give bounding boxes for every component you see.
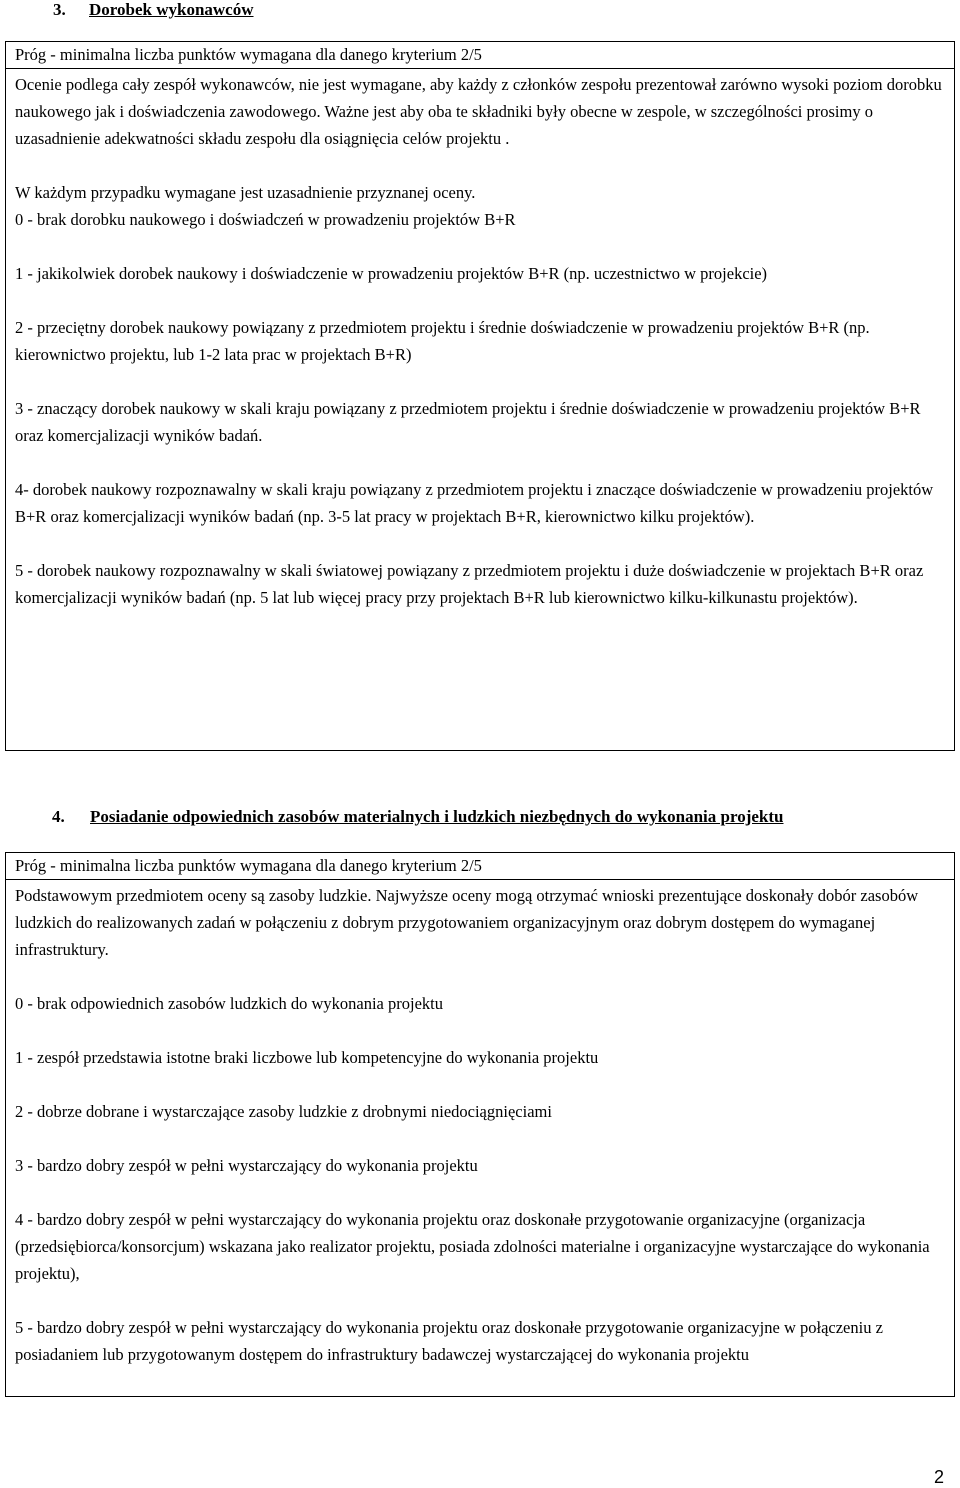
section-3-title: Dorobek wykonawców [89, 0, 254, 19]
section-4-score-2: 2 - dobrze dobrane i wystarczające zasoby ludzkie z drobnymi niedociągnięciami [15, 1102, 552, 1121]
section-4-score-5: 5 - bardzo dobry zespół w pełni wystarczający do wykonania projektu oraz doskonałe przygotowanie organizacyjne w połączeniu z posiadaniem lub przygotowanym dostępem do infrastruktury badawczej wystarczającej do wykonania projektu [15, 1318, 883, 1364]
section-3-threshold: Próg - minimalna liczba punktów wymagana dla danego kryterium 2/5 [6, 42, 954, 69]
section-3-body [6, 69, 954, 611]
section-3-score-0: 0 - brak dorobku naukowego i doświadczeń w prowadzeniu projektów B+R [15, 210, 516, 229]
section-3-score-3: 3 - znaczący dorobek naukowy w skali kraju powiązany z przedmiotem projektu i średnie doświadczenie w prowadzeniu projektów B+R oraz komercjalizacji wyników badań. [15, 399, 921, 445]
section-4-heading [52, 807, 784, 827]
section-4-score-0: 0 - brak odpowiednich zasobów ludzkich do wykonania projektu [15, 994, 443, 1013]
section-3-criteria-box [5, 41, 955, 751]
section-4-score-3: 3 - bardzo dobry zespół w pełni wystarczający do wykonania projektu [15, 1156, 478, 1175]
section-4-number: 4. [52, 807, 65, 826]
section-4-intro: Podstawowym przedmiotem oceny są zasoby ludzkie. Najwyższe oceny mogą otrzymać wnioski prezentujące doskonały dobór zasobów ludzkich do realizowanych zadań w połączeniu z dobrym przygotowaniem organizacyjnym oraz dobrym dostępem do wymaganej infrastruktury. [15, 886, 919, 959]
section-3-score-1: 1 - jakikolwiek dorobek naukowy i doświadczenie w prowadzeniu projektów B+R (np. uczestnictwo w projekcie) [15, 264, 768, 283]
section-4-criteria-box [5, 852, 955, 1397]
section-4-body [6, 880, 954, 1368]
section-3-score-2: 2 - przeciętny dorobek naukowy powiązany z przedmiotem projektu i średnie doświadczenie w prowadzeniu projektów B+R (np. kierownictwo projektu, lub 1-2 lata prac w projektach B+R) [15, 318, 870, 364]
section-4-title: Posiadanie odpowiednich zasobów materialnych i ludzkich niezbędnych do wykonania projektu [90, 807, 784, 826]
section-3-score-5: 5 - dorobek naukowy rozpoznawalny w skali światowej powiązany z przedmiotem projektu i duże doświadczenie w projektach B+R oraz komercjalizacji wyników badań (np. 5 lat lub więcej pracy przy projektach B+R lub kierownictwo kilku-kilkunastu projektów). [15, 561, 924, 607]
section-3-intro: Ocenie podlega cały zespół wykonawców, nie jest wymagane, aby każdy z członków zespołu prezentował zarówno wysoki poziom dorobku naukowego jak i doświadczenia zawodowego. Ważne jest aby oba te składniki były obecne w zespole, w szczególności prosimy o uzasadnienie adekwatności składu zespołu dla osiągnięcia celów projektu . [15, 75, 942, 148]
section-3-score-4: 4- dorobek naukowy rozpoznawalny w skali kraju powiązany z przedmiotem projektu i znaczące doświadczenie w prowadzeniu projektów B+R oraz komercjalizacji wyników badań (np. 3-5 lat pracy w projektach B+R, kierownictwo kilku projektów). [15, 480, 934, 526]
section-3-heading [53, 0, 254, 20]
section-3-number: 3. [53, 0, 66, 19]
section-3-justification: W każdym przypadku wymagane jest uzasadnienie przyznanej oceny. [15, 183, 476, 202]
section-4-score-1: 1 - zespół przedstawia istotne braki liczbowe lub kompetencyjne do wykonania projektu [15, 1048, 599, 1067]
section-4-threshold: Próg - minimalna liczba punktów wymagana dla danego kryterium 2/5 [6, 853, 954, 880]
section-4-score-4: 4 - bardzo dobry zespół w pełni wystarczający do wykonania projektu oraz doskonałe przygotowanie organizacyjne (organizacja (przedsiębiorca/konsorcjum) wskazana jako realizator projektu, posiada zdolności materialne i organizacyjne wystarczające do wykonania projektu), [15, 1210, 930, 1283]
page-number: 2 [933, 1467, 944, 1487]
